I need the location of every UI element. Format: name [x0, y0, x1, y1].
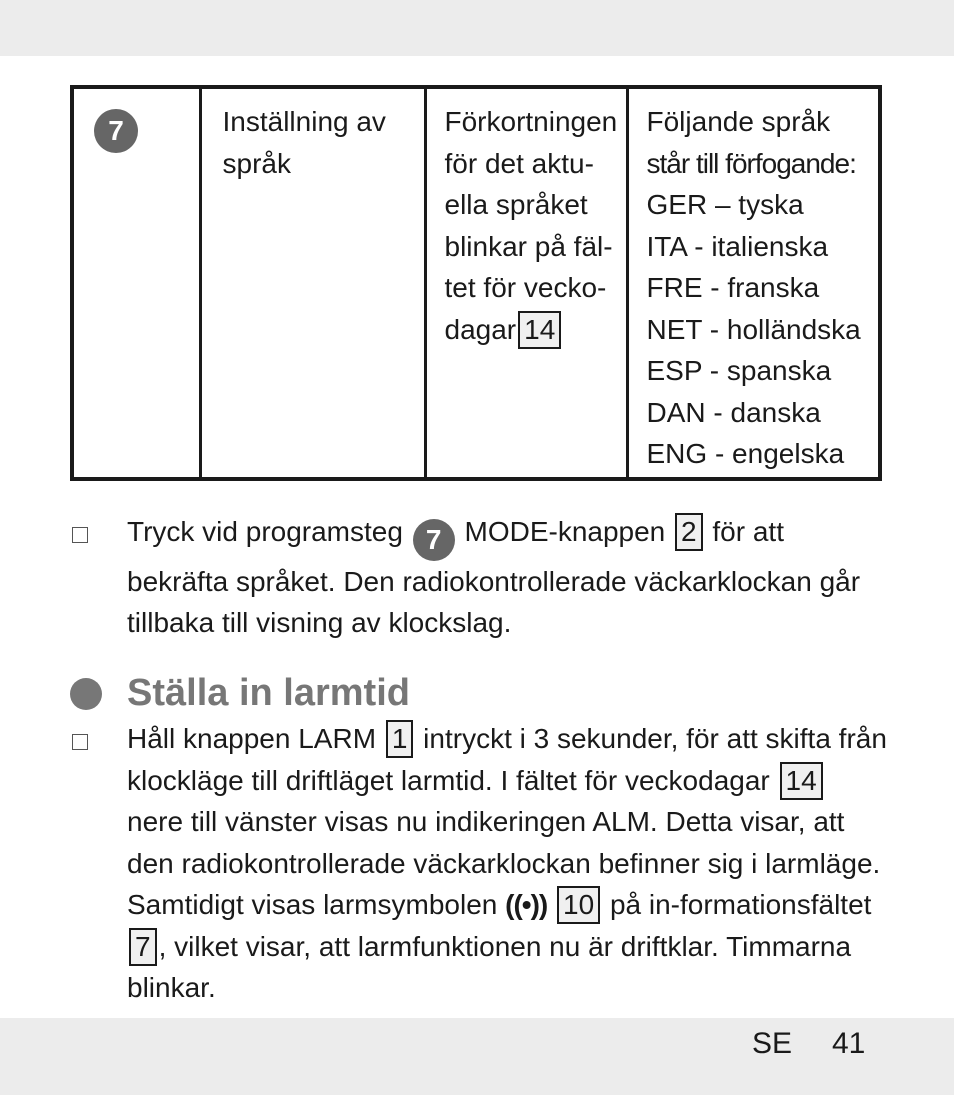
cell-line: språk	[222, 147, 291, 179]
page-number: 41	[832, 1027, 866, 1060]
reference-number-box: 10	[557, 886, 600, 924]
top-band	[0, 0, 954, 56]
cell-line	[445, 309, 618, 351]
table-row	[72, 87, 880, 479]
cell-line: blinkar på fäl-	[444, 230, 613, 262]
cell-line: ella språket	[444, 189, 588, 220]
bottom-band	[0, 1018, 954, 1095]
reference-number-box: 14	[780, 762, 823, 800]
text-run: Tryck vid programsteg	[127, 516, 403, 547]
section-bullet-icon	[70, 678, 102, 710]
cell-line: tet för vecko-	[444, 272, 607, 303]
language-item: ENG - engelska	[646, 438, 845, 469]
text-run: för att bekräfta språket. Den radiokontrollerade väckarklockan går tillbaka till visning av klockslag.	[127, 516, 861, 639]
language-code: SE	[752, 1027, 793, 1060]
setting-name-cell	[200, 87, 425, 479]
section-heading: Ställa in larmtid	[127, 672, 410, 714]
text-run: , vilket visar, att larmfunktionen nu är driftklar. Timmarna blinkar.	[127, 930, 852, 1003]
text-run: intryckt i 3 sekunder, för att skifta från klockläge till driftläget larmtid. I fältet för veckodagar	[127, 723, 887, 796]
step-number-badge: 7	[413, 519, 455, 561]
text-run: MODE-knappen	[464, 516, 666, 547]
text-run: Håll knappen LARM	[127, 723, 377, 754]
language-item: GER – tyska	[646, 189, 804, 220]
cell-line: Inställning av	[222, 106, 386, 137]
cell-line: Följande språk	[646, 106, 831, 137]
text-run: nere till vänster visas nu indikeringen ALM. Detta visar, att den radiokontrollerade väckarklockan befinner sig i larmläge. Samtidigt visas larmsymbolen	[127, 806, 881, 920]
language-list-cell	[627, 87, 880, 479]
alarm-symbol-icon: ((•))	[505, 889, 548, 920]
instruction-paragraph	[127, 718, 887, 1009]
instruction-paragraph	[127, 511, 887, 644]
reference-number-box: 2	[675, 513, 703, 551]
reference-number-box: 7	[129, 928, 157, 966]
language-item: NET - holländska	[646, 313, 861, 345]
language-item: ESP - spanska	[646, 355, 832, 386]
reference-number-box: 1	[386, 720, 414, 758]
cell-line: Förkortningen	[444, 106, 618, 137]
cell-line: för det aktu-	[444, 147, 594, 179]
description-cell	[425, 87, 627, 479]
text-run: på in-formationsfältet	[609, 889, 872, 920]
language-item: DAN - danska	[646, 396, 821, 428]
step-cell	[72, 87, 200, 479]
settings-table	[70, 85, 882, 481]
cell-text: dagar	[444, 313, 517, 345]
cell-line: står till förfogande:	[646, 147, 856, 179]
language-item: ITA - italienska	[646, 230, 829, 262]
checkbox-square-icon	[72, 527, 88, 543]
reference-number-box: 14	[518, 311, 561, 349]
step-number-badge: 7	[94, 109, 138, 153]
checkbox-square-icon	[72, 734, 88, 750]
language-item: FRE - franska	[646, 272, 820, 303]
